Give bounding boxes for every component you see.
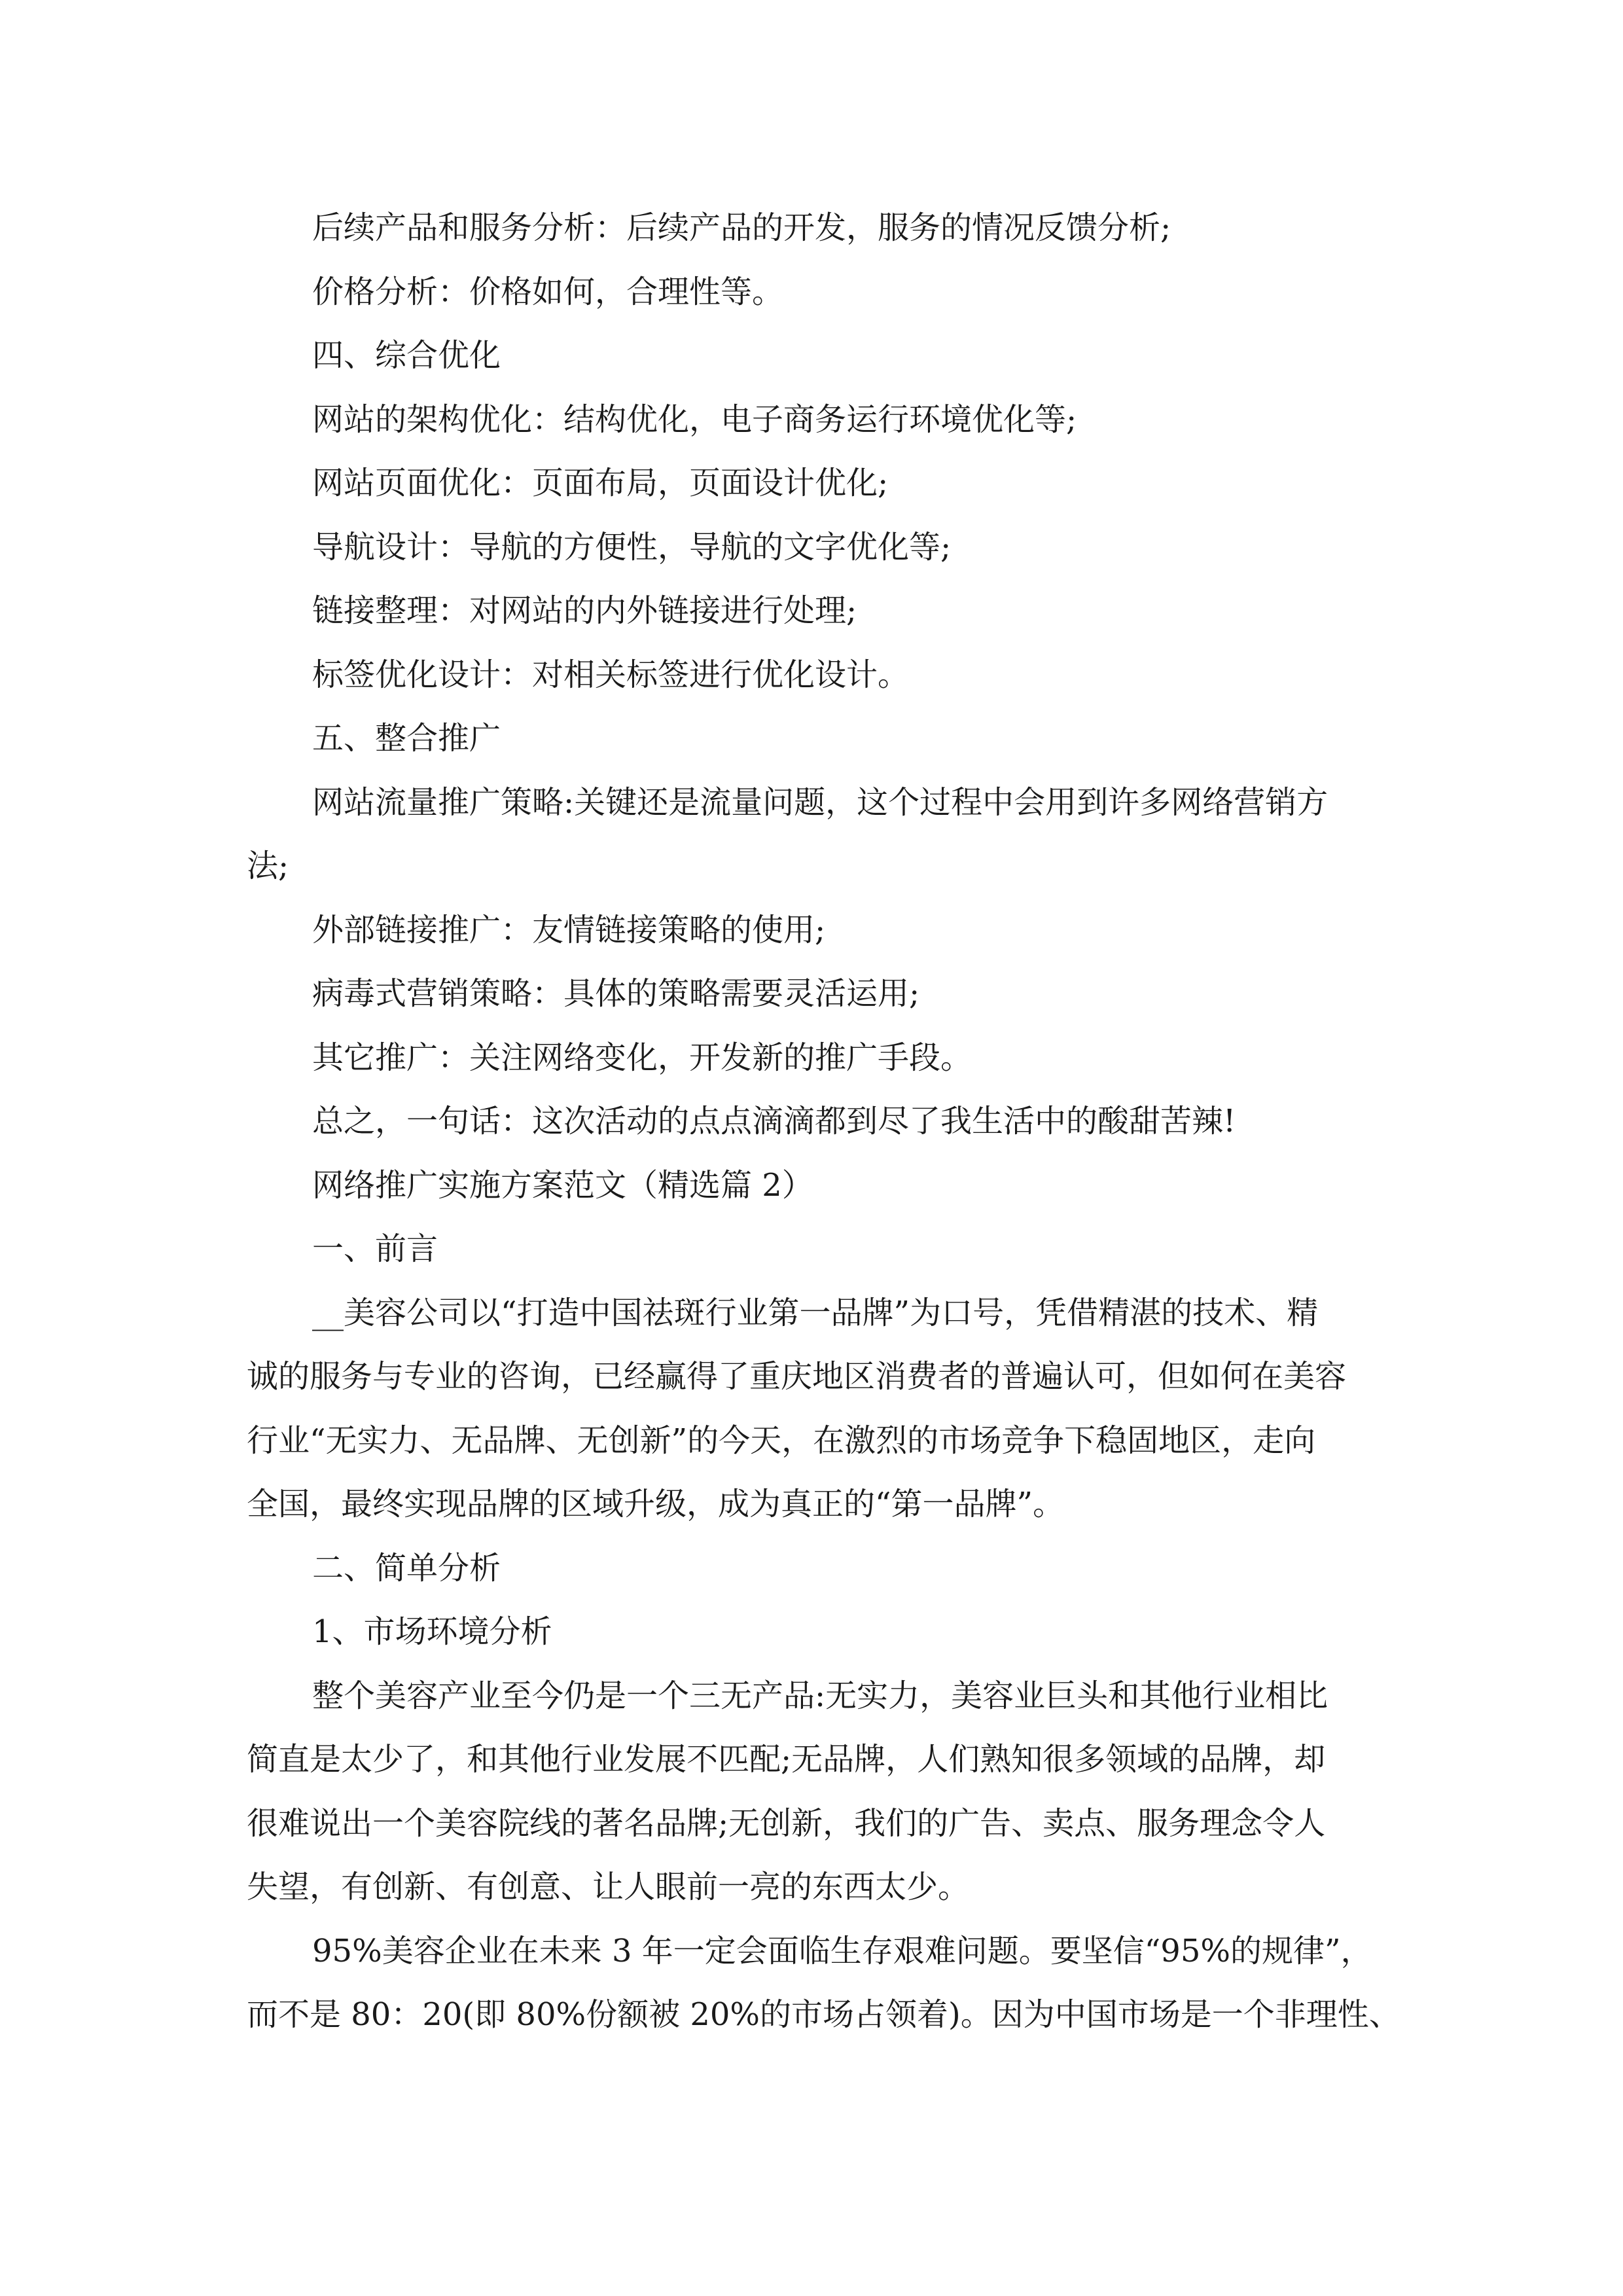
paragraph-line: 总之，一句话：这次活动的点点滴滴都到尽了我生活中的酸甜苦辣! <box>312 1103 1236 1139</box>
paragraph-line: 链接整理：对网站的内外链接进行处理; <box>312 592 857 629</box>
article-title: 网络推广实施方案范文（精选篇 2） <box>312 1166 813 1204</box>
paragraph-line: __美容公司以“打造中国祛斑行业第一品牌”为口号，凭借精湛的技术、精 <box>312 1294 1319 1331</box>
paragraph-line: 外部链接推广：友情链接策略的使用; <box>312 911 826 948</box>
paragraph-line: 网站页面优化：页面布局，页面设计优化; <box>312 465 889 501</box>
paragraph-line: 后续产品和服务分析：后续产品的开发，服务的情况反馈分析; <box>312 209 1171 246</box>
paragraph-line: 导航设计：导航的方便性，导航的文字优化等; <box>312 528 952 565</box>
section-heading: 二、简单分析 <box>312 1549 501 1587</box>
paragraph-line-continued: 简直是太少了，和其他行业发展不匹配;无品牌，人们熟知很多领域的品牌，却 <box>247 1741 1326 1778</box>
section-heading: 一、前言 <box>312 1230 438 1267</box>
paragraph-line: 标签优化设计：对相关标签进行优化设计。 <box>312 656 910 693</box>
paragraph-line: 价格分析：价格如何，合理性等。 <box>312 273 784 310</box>
subsection-heading: 1、市场环境分析 <box>312 1613 552 1650</box>
paragraph-line-continued: 行业“无实力、无品牌、无创新”的今天，在激烈的市场竞争下稳固地区，走向 <box>247 1422 1316 1459</box>
paragraph-line: 网站流量推广策略:关键还是流量问题，这个过程中会用到许多网络营销方 <box>312 783 1329 821</box>
paragraph-line: 95%美容企业在未来 3 年一定会面临生存艰难问题。要坚信“95%的规律”， <box>312 1932 1372 1969</box>
paragraph-line-continued: 而不是 80：20(即 80%份额被 20%的市场占领着)。因为中国市场是一个非理性、 <box>247 1996 1400 2033</box>
section-heading: 四、综合优化 <box>312 337 501 374</box>
paragraph-line-continued: 全国，最终实现品牌的区域升级，成为真正的“第一品牌”。 <box>247 1486 1065 1522</box>
paragraph-line: 整个美容产业至今仍是一个三无产品:无实力，美容业巨头和其他行业相比 <box>312 1677 1329 1714</box>
section-heading: 五、整合推广 <box>312 720 501 757</box>
paragraph-line-continued: 很难说出一个美容院线的著名品牌;无创新，我们的广告、卖点、服务理念令人 <box>247 1804 1326 1842</box>
paragraph-line: 网站的架构优化：结构优化，电子商务运行环境优化等; <box>312 401 1077 438</box>
paragraph-line: 其它推广：关注网络变化，开发新的推广手段。 <box>312 1039 972 1076</box>
paragraph-line-continued: 失望，有创新、有创意、让人眼前一亮的东西太少。 <box>247 1869 970 1905</box>
document-body <box>247 196 1400 2047</box>
paragraph-line-continued: 法; <box>247 848 289 884</box>
paragraph-line: 病毒式营销策略：具体的策略需要灵活运用; <box>312 975 920 1012</box>
paragraph-line-continued: 诚的服务与专业的咨询，已经赢得了重庆地区消费者的普遍认可，但如何在美容 <box>247 1358 1347 1395</box>
